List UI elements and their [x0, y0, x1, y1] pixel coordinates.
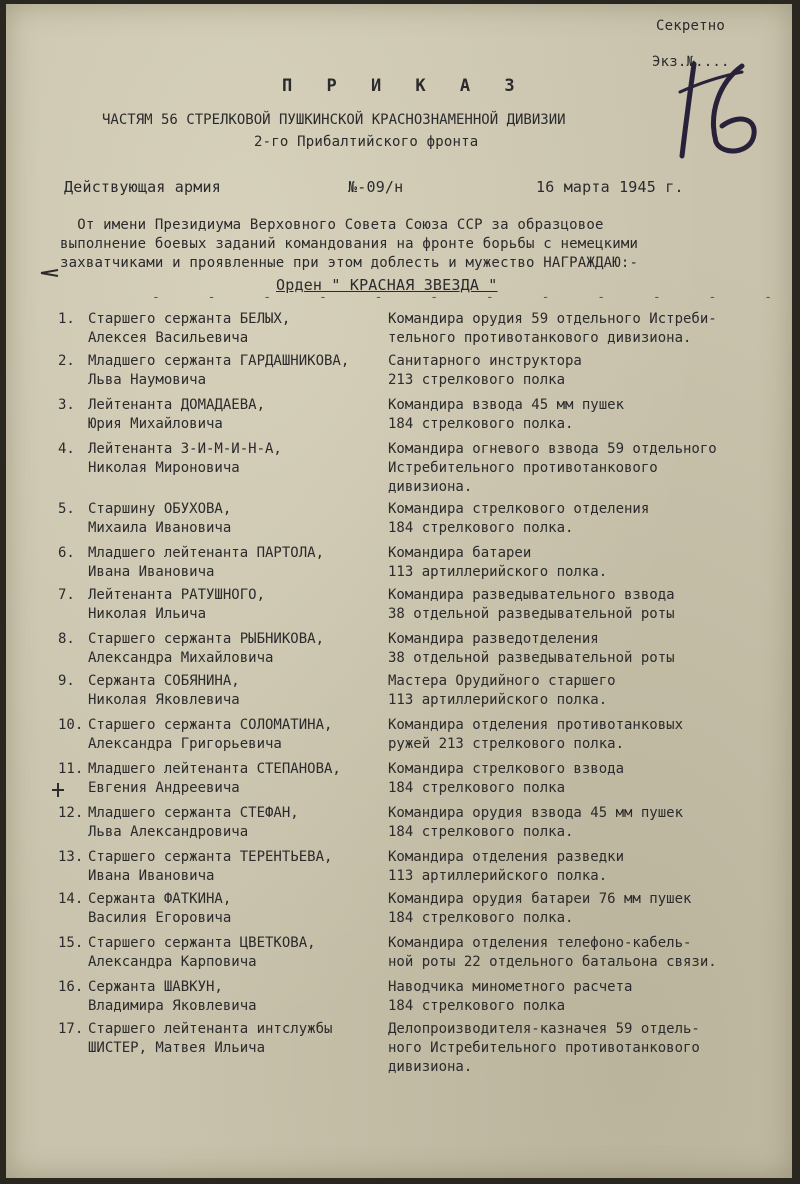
entry-number: 10.: [58, 717, 84, 733]
position-line-3: дивизиона.: [388, 1059, 473, 1075]
position-line-2: 38 отдельной разведывательной роты: [388, 606, 675, 622]
award-entry: [58, 630, 798, 674]
award-entry: [58, 1020, 798, 1075]
document-title: П Р И К А З: [282, 76, 527, 96]
recipient-rank-surname: Старшего лейтенанта интслужбы: [88, 1021, 333, 1037]
handwritten-signature: [672, 52, 762, 162]
recipient-given-names: Николая Мироновича: [88, 460, 240, 476]
position-line-2: 184 стрелкового полка.: [388, 824, 574, 840]
position-line-2: тельного противотанкового дивизиона.: [388, 330, 692, 346]
entry-number: 12.: [58, 805, 84, 821]
entry-number: 9.: [58, 673, 75, 689]
position-line-2: 213 стрелкового полка: [388, 372, 566, 388]
award-entry: [58, 500, 798, 544]
award-entry: [58, 440, 798, 495]
recipient-given-names: Алексея Васильевича: [88, 330, 249, 346]
position-line-3: дивизиона.: [388, 479, 473, 495]
position-line-1: Командира батареи: [388, 545, 532, 561]
copy-number: Экз.№....: [652, 54, 730, 70]
recipient-rank-surname: Лейтенанта РАТУШНОГО,: [88, 587, 266, 603]
recipient-given-names: Александра Григорьевича: [88, 736, 282, 752]
unit-line-2: 2-го Прибалтийского фронта: [254, 134, 479, 150]
arrow-mark-icon: [40, 266, 62, 280]
recipient-rank-surname: Старшего сержанта СОЛОМАТИНА,: [88, 717, 333, 733]
position-line-2: 113 артиллерийского полка.: [388, 692, 608, 708]
recipient-given-names: ШИСТЕР, Матвея Ильича: [88, 1040, 266, 1056]
award-entry: [58, 544, 798, 588]
position-line-1: Командира отделения разведки: [388, 849, 625, 865]
position-line-1: Командира орудия батареи 76 мм пушек: [388, 891, 692, 907]
position-line-2: 184 стрелкового полка.: [388, 416, 574, 432]
position-line-2: 184 стрелкового полка: [388, 780, 566, 796]
recipient-given-names: Николая Яковлевича: [88, 692, 240, 708]
entry-number: 7.: [58, 587, 75, 603]
order-date: 16 марта 1945 г.: [536, 178, 684, 196]
award-entry: [58, 310, 798, 354]
position-line-2: 184 стрелкового полка.: [388, 520, 574, 536]
unit-line-1: ЧАСТЯМ 56 СТРЕЛКОВОЙ ПУШКИНСКОЙ КРАСНОЗНАМЕННОЙ ДИВИЗИИ: [102, 112, 566, 128]
entry-number: 3.: [58, 397, 75, 413]
position-line-2: ного Истребительного противотанкового: [388, 1040, 700, 1056]
recipient-given-names: Юрия Михайловича: [88, 416, 223, 432]
award-entry: [58, 848, 798, 892]
recipient-rank-surname: Сержанта ФАТКИНА,: [88, 891, 232, 907]
recipient-rank-surname: Лейтенанта З-И-М-И-Н-А,: [88, 441, 282, 457]
recipient-rank-surname: Младшего лейтенанта ПАРТОЛА,: [88, 545, 325, 561]
award-entry: [58, 716, 798, 760]
position-line-2: ной роты 22 отдельного батальона связи.: [388, 954, 717, 970]
position-line-1: Командира взвода 45 мм пушек: [388, 397, 625, 413]
recipient-given-names: Льва Александровича: [88, 824, 249, 840]
recipient-given-names: Александра Михайловича: [88, 650, 274, 666]
recipient-given-names: Ивана Ивановича: [88, 564, 215, 580]
recipient-given-names: Александра Карповича: [88, 954, 257, 970]
plus-mark-icon: [50, 782, 66, 798]
award-entry: [58, 760, 798, 804]
award-entry: [58, 890, 798, 934]
recipient-given-names: Михаила Ивановича: [88, 520, 232, 536]
recipient-rank-surname: Сержанта ШАВКУН,: [88, 979, 223, 995]
recipient-rank-surname: Старшего сержанта ЦВЕТКОВА,: [88, 935, 316, 951]
position-line-1: Командира отделения противотанковых: [388, 717, 684, 733]
entry-number: 1.: [58, 311, 75, 327]
recipient-given-names: Ивана Ивановича: [88, 868, 215, 884]
position-line-2: 113 артиллерийского полка.: [388, 564, 608, 580]
position-line-1: Командира отделения телефоно-кабель-: [388, 935, 692, 951]
award-entry: [58, 978, 798, 1022]
entry-number: 16.: [58, 979, 84, 995]
recipient-given-names: Василия Егоровича: [88, 910, 232, 926]
recipient-rank-surname: Лейтенанта ДОМАДАЕВА,: [88, 397, 266, 413]
army-label: Действующая армия: [64, 178, 221, 196]
position-line-2: 184 стрелкового полка.: [388, 910, 574, 926]
position-line-1: Командира разведотделения: [388, 631, 599, 647]
secret-label: Секретно: [656, 18, 726, 34]
entry-number: 17.: [58, 1021, 84, 1037]
entry-number: 14.: [58, 891, 84, 907]
entry-number: 5.: [58, 501, 75, 517]
document-page: [6, 4, 792, 1178]
entry-number: 2.: [58, 353, 75, 369]
separator-dashes: - - - - - - - - - - - -: [152, 290, 793, 305]
position-line-1: Командира стрелкового взвода: [388, 761, 625, 777]
entry-number: 8.: [58, 631, 75, 647]
order-number: №-09/н: [348, 178, 404, 196]
intro-paragraph: От имени Президиума Верховного Совета Союза ССР за образцовое выполнение боевых заданий командования на фронте борьбы с немецкими захватчиками и проявленные при этом доблесть и мужество НАГРАЖДАЮ:-: [60, 217, 639, 271]
position-line-1: Мастера Орудийного старшего: [388, 673, 616, 689]
award-entry: [58, 586, 798, 630]
recipient-rank-surname: Младшего сержанта СТЕФАН,: [88, 805, 299, 821]
recipient-given-names: Льва Наумовича: [88, 372, 207, 388]
recipient-rank-surname: Младшего лейтенанта СТЕПАНОВА,: [88, 761, 341, 777]
award-entry: [58, 804, 798, 848]
position-line-2: ружей 213 стрелкового полка.: [388, 736, 625, 752]
award-entry: [58, 934, 798, 978]
award-entry: [58, 352, 798, 396]
recipient-given-names: Евгения Андреевича: [88, 780, 240, 796]
position-line-1: Наводчика минометного расчета: [388, 979, 633, 995]
position-line-1: Командира стрелкового отделения: [388, 501, 650, 517]
recipient-rank-surname: Старшего сержанта БЕЛЫХ,: [88, 311, 291, 327]
order-award-title: Орден " КРАСНАЯ ЗВЕЗДА ": [276, 276, 498, 294]
position-line-1: Санитарного инструктора: [388, 353, 582, 369]
entry-number: 13.: [58, 849, 84, 865]
position-line-1: Делопроизводителя-казначея 59 отдель-: [388, 1021, 700, 1037]
recipient-given-names: Владимира Яковлевича: [88, 998, 257, 1014]
entry-number: 11.: [58, 761, 84, 777]
position-line-2: 113 артиллерийского полка.: [388, 868, 608, 884]
position-line-2: 184 стрелкового полка: [388, 998, 566, 1014]
recipient-rank-surname: Старшего сержанта ТЕРЕНТЬЕВА,: [88, 849, 333, 865]
position-line-2: Истребительного противотанкового: [388, 460, 658, 476]
entry-number: 6.: [58, 545, 75, 561]
entry-number: 4.: [58, 441, 75, 457]
award-entry: [58, 672, 798, 716]
entry-number: 15.: [58, 935, 84, 951]
recipient-rank-surname: Старшего сержанта РЫБНИКОВА,: [88, 631, 325, 647]
award-entry: [58, 396, 798, 440]
position-line-2: 38 отдельной разведывательной роты: [388, 650, 675, 666]
recipient-rank-surname: Сержанта СОБЯНИНА,: [88, 673, 240, 689]
position-line-1: Командира орудия взвода 45 мм пушек: [388, 805, 684, 821]
recipient-rank-surname: Младшего сержанта ГАРДАШНИКОВА,: [88, 353, 350, 369]
position-line-1: Командира орудия 59 отдельного Истреби-: [388, 311, 717, 327]
recipient-rank-surname: Старшину ОБУХОВА,: [88, 501, 232, 517]
recipient-given-names: Николая Ильича: [88, 606, 207, 622]
position-line-1: Командира огневого взвода 59 отдельного: [388, 441, 717, 457]
position-line-1: Командира разведывательного взвода: [388, 587, 675, 603]
